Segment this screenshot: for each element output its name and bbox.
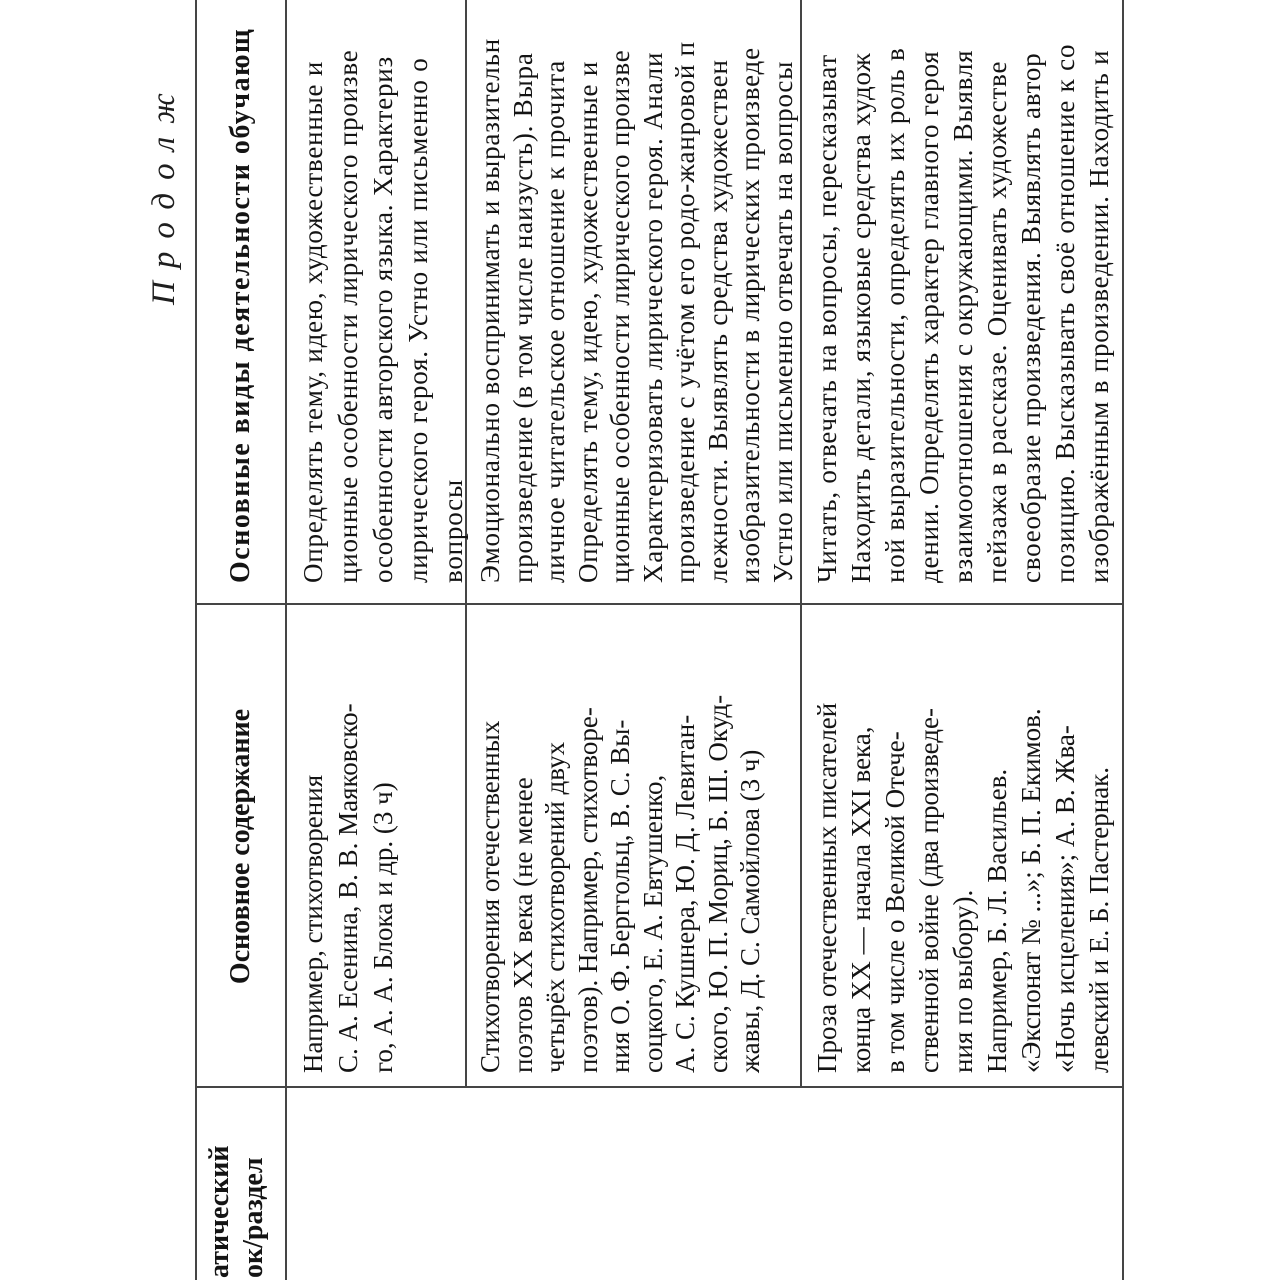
cell-row3-activities [810, 44, 1116, 583]
text-line: лежности. Выявлять средства художествен [702, 59, 733, 583]
text-line: своеобразие произведения. Выявлять автор [1016, 52, 1046, 583]
text-line: произведение с учётом его родо-жанровой п [670, 41, 700, 583]
text-line: ния по выбору). [948, 889, 978, 1073]
text-line: Устно или письменно отвечать на вопросы [767, 60, 798, 583]
cell-row3-content [810, 703, 1116, 1073]
col1-col2-divider [195, 1086, 1124, 1088]
text-line: ния О. Ф. Берггольц, В. С. Вы- [605, 719, 635, 1073]
text-line: соцкого, Е. А. Евтушенко, [637, 774, 668, 1073]
cell-row1-activities [296, 49, 471, 583]
text-line: ок/раздел [238, 1157, 269, 1278]
text-line: в том числе о Великой Отече- [880, 731, 910, 1073]
text-line: го, А. А. Блока и др. (3 ч) [368, 782, 398, 1073]
text-line: ной выразительности, определять их роль в [880, 47, 910, 583]
text-line: Проза отечественных писателей [812, 702, 842, 1073]
col2-col3-divider [195, 603, 1124, 605]
header-main-content: Основное содержание [224, 708, 256, 985]
text-line: поэтов). Например, стихотворе- [572, 707, 603, 1073]
text-line: пейзажа в рассказе. Оценивать художестве [982, 60, 1012, 583]
text-line: С. А. Есенина, В. В. Маяковско- [333, 703, 363, 1073]
text-line: Например, Б. Л. Васильев. [982, 768, 1012, 1073]
cell-row2-content [474, 695, 767, 1073]
text-line: ского, Ю. П. Мориц, Б. Ш. Окуд- [702, 694, 733, 1073]
text-line: поэтов XX века (не менее [507, 777, 538, 1073]
table-bottom-border [1122, 0, 1124, 1280]
text-line: вопросы [438, 479, 468, 583]
text-line: Находить детали, языковые средства худож [846, 52, 876, 583]
cell-row2-activities [474, 38, 799, 583]
text-line: левский и Е. Б. Пастернак. [1084, 766, 1114, 1073]
text-line: Эмоционально воспринимать и выразительн [475, 38, 505, 583]
text-line: жавы, Д. С. Самойлова (3 ч) [735, 749, 765, 1073]
header-separator-line [285, 0, 287, 1280]
text-line: Характеризовать лирического героя. Анали [637, 51, 668, 583]
text-line: Читать, отвечать на вопросы, пересказыват [812, 54, 842, 583]
text-line: лирического героя. Устно или письменно о [403, 57, 433, 583]
cell-row1-content [296, 703, 401, 1073]
text-line: Определять тему, идею, художественные и [572, 60, 603, 583]
text-line: изобразительности в лирических произведе [735, 47, 765, 583]
text-line: четырёх стихотворений двух [540, 741, 570, 1073]
text-line: личное читательское отношение к прочита [540, 59, 570, 583]
text-line: Стихотворения отечественных [475, 720, 505, 1073]
header-thematic-block [203, 1145, 271, 1278]
text-line: ственной войне (два произведе- [914, 707, 944, 1073]
header-activities: Основные виды деятельности обучающ [224, 27, 256, 583]
text-line: «Ночь исцеления»; А. В. Жва- [1050, 725, 1080, 1073]
row2-separator-line [800, 0, 802, 1088]
text-line: особенности авторского языка. Характериз [368, 55, 398, 583]
text-line: произведение (в том числе наизусть). Выра [507, 52, 538, 583]
text-line: изображённым в произведении. Находить и [1084, 49, 1114, 583]
text-line: ционные особенности лирического произве [605, 49, 635, 583]
text-line: дении. Определять характер главного героя [914, 50, 944, 583]
text-line: конца XX — начала XXI века, [846, 726, 876, 1073]
text-line: ционные особенности лирического произве [333, 49, 363, 583]
text-line: А. С. Кушнера, Ю. Д. Левитан- [670, 714, 700, 1073]
text-line: Определять тему, идею, художественные и [298, 60, 328, 583]
text-line: Например, стихотворения [298, 774, 328, 1073]
text-line: атический [204, 1145, 235, 1278]
text-line: «Экспонат № ...»; Б. П. Екимов. [1016, 708, 1046, 1073]
text-line: позицию. Высказывать своё отношение к со [1050, 43, 1080, 583]
continuation-note: Продолж [146, 80, 182, 305]
text-line: взаимоотношения с окружающими. Выявля [948, 49, 978, 583]
